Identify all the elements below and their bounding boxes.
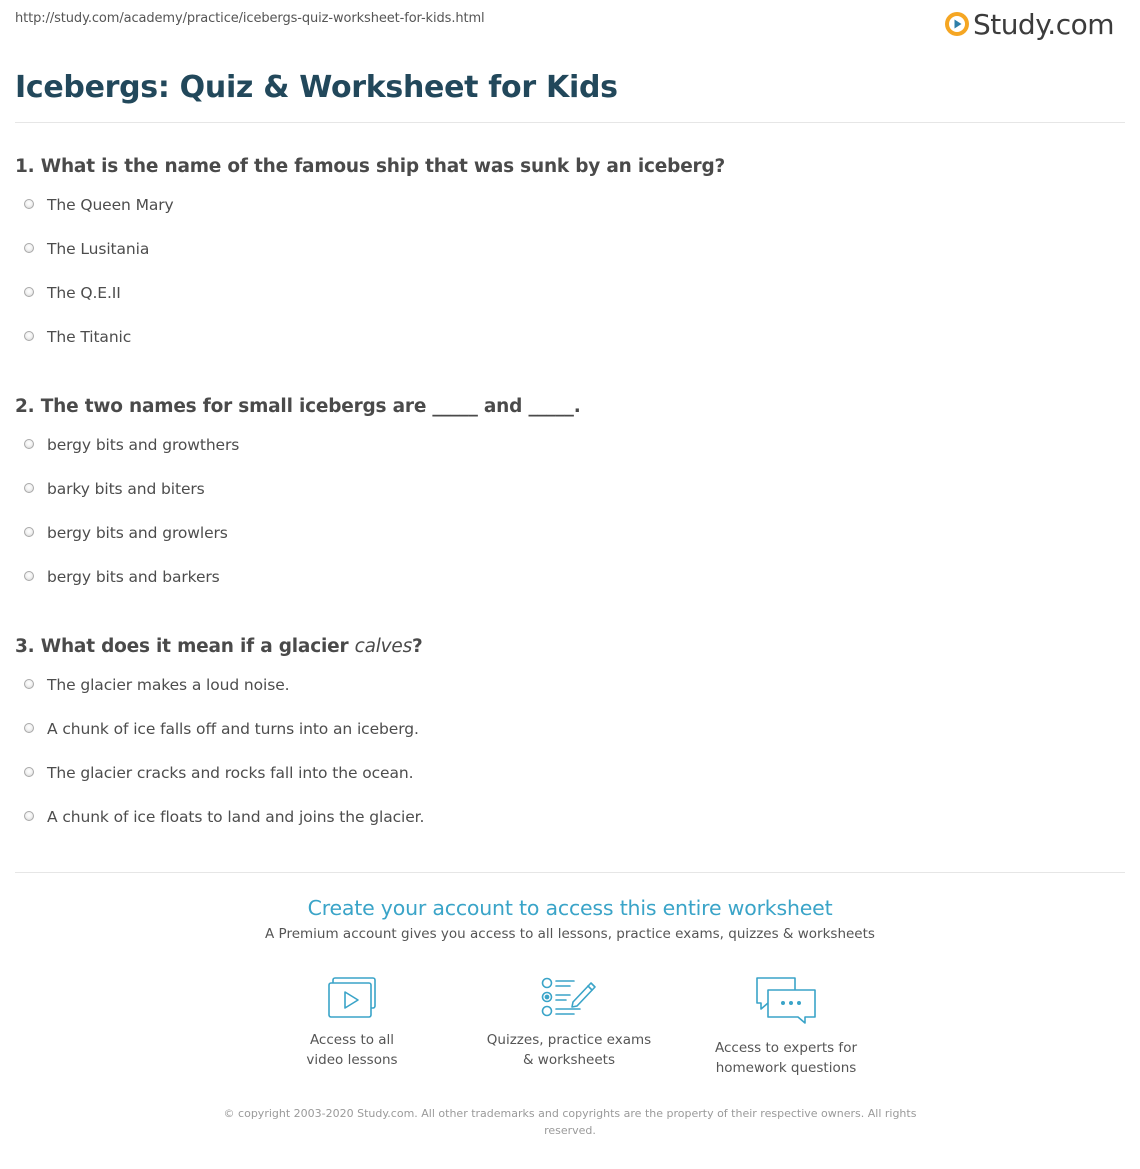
radio-button[interactable]: [24, 767, 34, 777]
answer-list: [15, 197, 1125, 373]
answer-option[interactable]: [15, 197, 1125, 241]
answer-label: The glacier cracks and rocks fall into the ocean.: [47, 764, 414, 782]
feature-label-line: homework questions: [715, 1060, 857, 1076]
page-url[interactable]: http://study.com/academy/practice/icebergs-quiz-worksheet-for-kids.html: [15, 11, 485, 26]
answer-option[interactable]: [15, 721, 1125, 765]
feature-label-line: & worksheets: [522, 1052, 615, 1068]
answer-option[interactable]: [15, 809, 1125, 853]
logo-text: Study.com: [972, 7, 1114, 41]
feature-quizzes: [469, 976, 669, 1070]
radio-button[interactable]: [24, 483, 34, 493]
answer-label: A chunk of ice floats to land and joins the glacier.: [47, 808, 425, 826]
answer-option[interactable]: [15, 329, 1125, 373]
radio-button[interactable]: [24, 439, 34, 449]
question-3: [15, 633, 1125, 853]
answer-option[interactable]: [15, 481, 1125, 525]
answer-label: A chunk of ice falls off and turns into an iceberg.: [47, 720, 419, 738]
feature-label: [469, 1030, 669, 1070]
radio-button[interactable]: [24, 527, 34, 537]
feature-video-lessons: [252, 976, 452, 1070]
radio-button[interactable]: [24, 199, 34, 209]
radio-button[interactable]: [24, 679, 34, 689]
answer-list: [15, 677, 1125, 853]
question-title: 2. The two names for small icebergs are _____ and _____.: [15, 396, 581, 417]
study-logo[interactable]: [944, 6, 1114, 42]
answer-option[interactable]: [15, 677, 1125, 721]
question-title-emphasis: calves: [354, 636, 413, 657]
answer-label: The Q.E.II: [47, 284, 121, 302]
divider: [15, 872, 1125, 873]
play-circle-icon: [944, 11, 970, 37]
question-title-suffix: ?: [412, 636, 423, 657]
radio-button[interactable]: [24, 723, 34, 733]
feature-label-line: Quizzes, practice exams: [486, 1032, 652, 1048]
top-bar: [0, 0, 1140, 50]
copyright-line: © copyright 2003-2020 Study.com. All other trademarks and copyrights are the property of their respective owners. All rights: [223, 1107, 917, 1120]
page-title: Icebergs: Quiz & Worksheet for Kids: [15, 70, 618, 105]
question-title-prefix: 3. What does it mean if a glacier: [15, 636, 355, 657]
copyright-line: reserved.: [544, 1124, 596, 1137]
radio-button[interactable]: [24, 811, 34, 821]
radio-button[interactable]: [24, 571, 34, 581]
feature-label: [686, 1038, 886, 1078]
quiz-checklist-icon: [540, 976, 598, 1020]
answer-label: bergy bits and barkers: [47, 568, 220, 586]
answer-option[interactable]: [15, 241, 1125, 285]
answer-label: The Queen Mary: [47, 196, 174, 214]
cta-subtitle: A Premium account gives you access to all lessons, practice exams, quizzes & worksheets: [265, 926, 875, 942]
answer-label: The Lusitania: [47, 240, 150, 258]
chat-bubbles-icon: [754, 976, 818, 1028]
copyright-notice: [210, 1105, 930, 1139]
question-title: 1. What is the name of the famous ship that was sunk by an iceberg?: [15, 156, 726, 177]
radio-button[interactable]: [24, 331, 34, 341]
answer-option[interactable]: [15, 525, 1125, 569]
divider: [15, 122, 1125, 123]
radio-button[interactable]: [24, 287, 34, 297]
feature-label: [252, 1030, 452, 1070]
feature-label-line: Access to experts for: [714, 1040, 857, 1056]
answer-label: The Titanic: [47, 328, 132, 346]
answer-label: bergy bits and growthers: [47, 436, 240, 454]
question-title: [15, 633, 1125, 661]
answer-list: [15, 437, 1125, 613]
feature-label-line: video lessons: [306, 1052, 398, 1068]
answer-option[interactable]: [15, 437, 1125, 481]
radio-button[interactable]: [24, 243, 34, 253]
answer-label: The glacier makes a loud noise.: [47, 676, 290, 694]
feature-experts: [686, 976, 886, 1078]
question-2: [15, 393, 1125, 613]
answer-option[interactable]: [15, 765, 1125, 809]
feature-label-line: Access to all: [309, 1032, 395, 1048]
answer-label: barky bits and biters: [47, 480, 205, 498]
video-lessons-icon: [326, 976, 378, 1020]
answer-option[interactable]: [15, 569, 1125, 613]
answer-label: bergy bits and growlers: [47, 524, 228, 542]
question-1: [15, 153, 1125, 373]
cta-title[interactable]: Create your account to access this entire worksheet: [307, 896, 833, 920]
answer-option[interactable]: [15, 285, 1125, 329]
